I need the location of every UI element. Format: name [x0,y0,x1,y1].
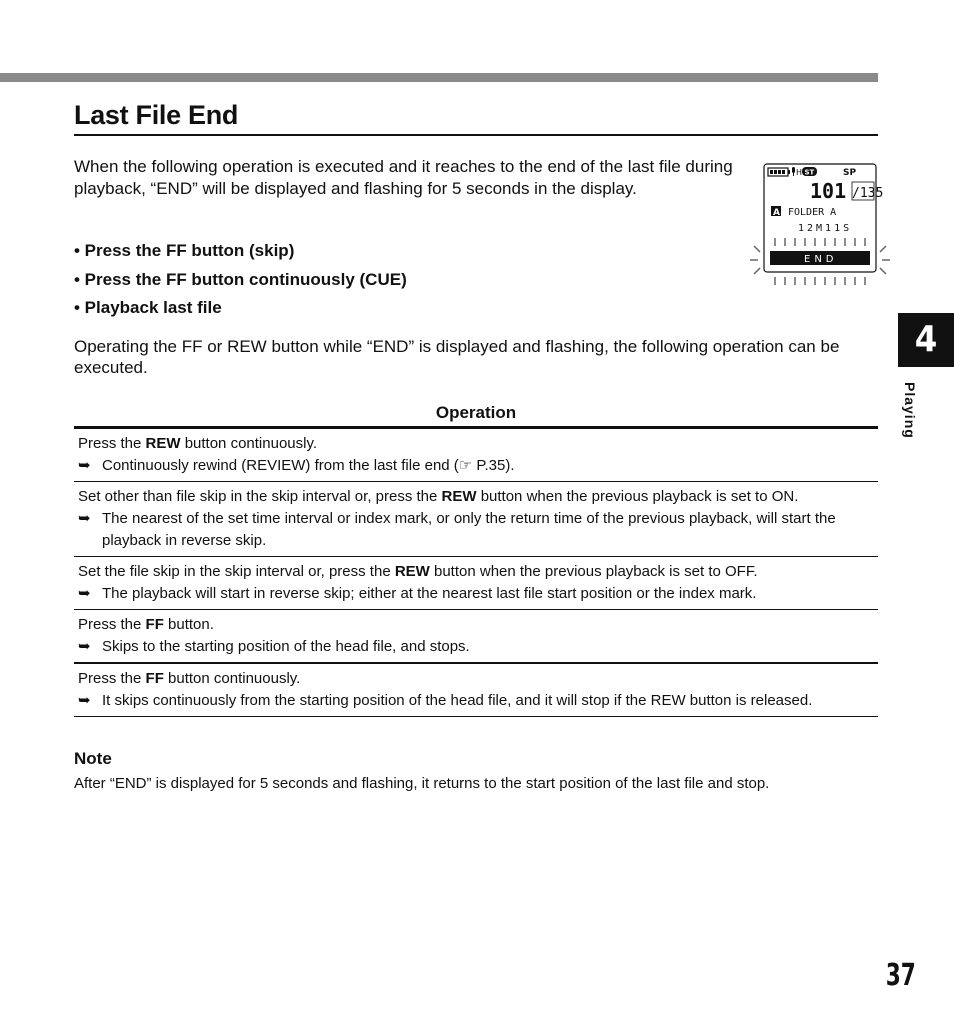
operation-result: ➥ The playback will start in reverse skip; either at the nearest last file start position or the index mark. [78,583,874,605]
table-row [74,664,878,717]
recording-time: 12M11S [798,223,853,234]
stereo-mode: ST [804,168,815,177]
operation-action: Set the file skip in the skip interval or, press the REW button when the previous playback is set to OFF. [78,563,758,580]
bullet-item: • Press the FF button continuously (CUE) [74,269,407,289]
operation-action: Press the FF button continuously. [78,670,301,687]
operation-table [74,426,878,717]
chapter-label: Playing [902,382,918,439]
table-row [74,482,878,557]
operation-action: Press the FF button. [78,616,214,633]
operation-result: ➥ Skips to the starting position of the head file, and stops. [78,636,874,658]
lcd-display-illustration [748,160,892,290]
operation-result: ➥ It skips continuously from the starting position of the head file, and it will stop if the REW button is released. [78,690,874,712]
operation-action: Set other than file skip in the skip interval or, press the REW button when the previous playback is set to ON. [78,488,799,505]
file-total: /135 [852,186,884,201]
bullet-item: • Playback last file [74,298,222,317]
svg-text:END: END [804,254,838,265]
operation-action: Press the REW button continuously. [78,435,318,452]
mic-sensitivity: H [796,168,803,177]
bullet-list [74,240,734,326]
arrow-icon: ➥ [78,692,91,709]
bullet-item: • Press the FF button (skip) [74,241,295,260]
note-title: Note [74,749,112,768]
arrow-icon: ➥ [78,585,91,602]
header-bar [0,73,878,82]
chapter-tab: 4 [898,313,954,367]
arrow-icon: ➥ [78,457,91,474]
table-row [74,610,878,664]
operation-result: ➥ Continuously rewind (REVIEW) from the last file end (☞ P.35). [78,455,874,477]
record-quality: SP [843,168,857,178]
page-title: Last File End [74,100,878,136]
intro-paragraph: When the following operation is executed and it reaches to the end of the last file during playback, “END” will be displayed and flashing for 5 seconds in the display. [74,157,733,198]
operation-header: Operation [435,403,517,422]
operation-paragraph: Operating the FF or REW button while “END” is displayed and flashing, the following operation can be executed. [74,337,840,377]
file-number: 101 [810,179,847,203]
arrow-icon: ➥ [78,510,91,527]
table-row [74,557,878,610]
table-row [74,429,878,482]
operation-result: ➥ The nearest of the set time interval or index mark, or only the return time of the previous playback, will start the playback in reverse skip. [78,510,836,549]
folder-name: FOLDER A [788,207,837,218]
note-text: After “END” is displayed for 5 seconds and flashing, it returns to the start position of the last file and stop. [74,775,770,792]
svg-text:A: A [773,208,780,218]
page-number: 37 [885,958,916,993]
arrow-icon: ➥ [78,638,91,655]
